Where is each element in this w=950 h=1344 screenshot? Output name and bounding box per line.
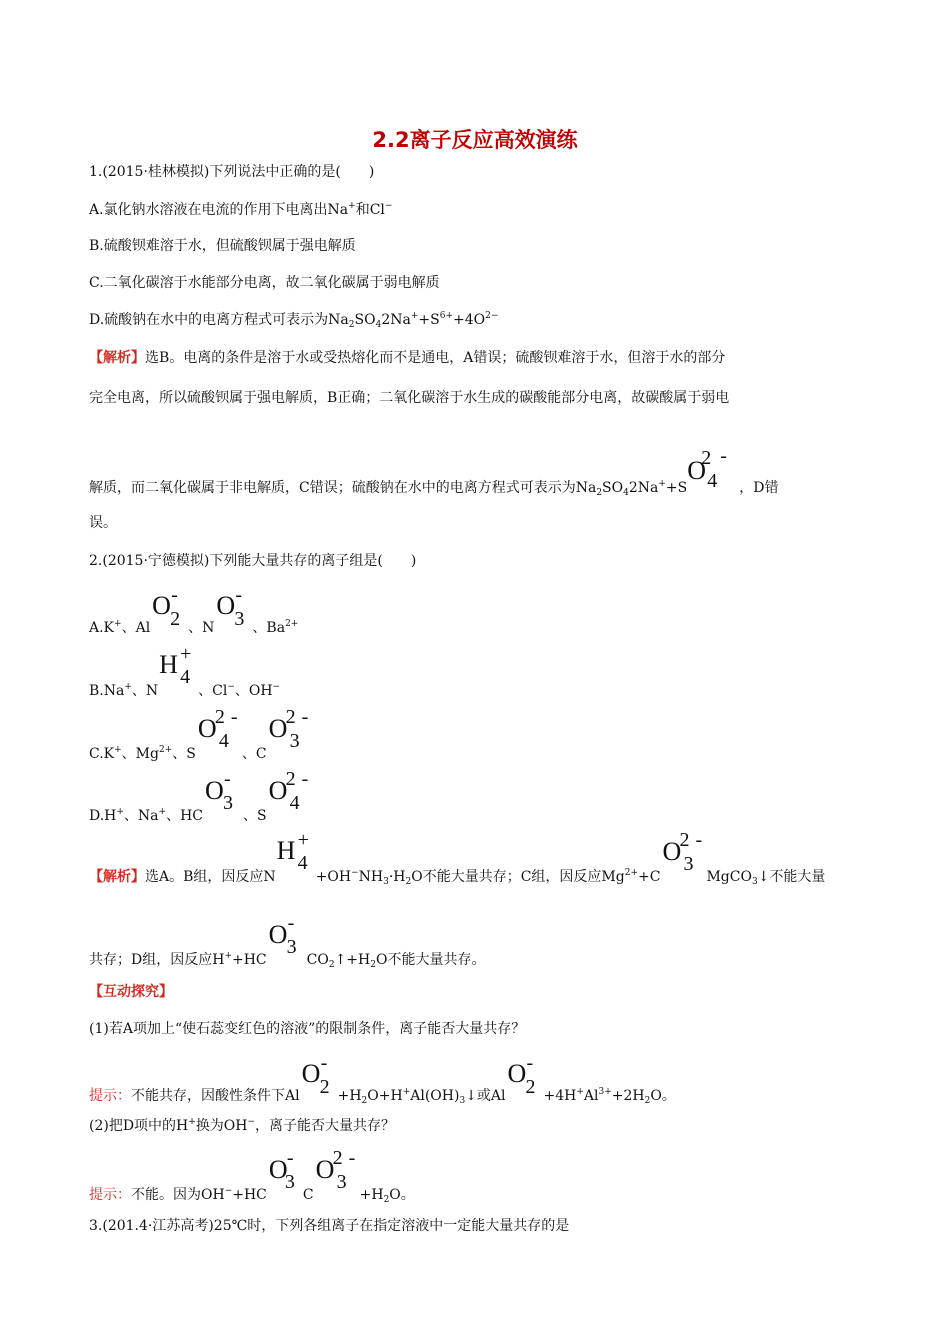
page-title: 2.2离子反应高效演练 (372, 128, 578, 152)
q1-option-d: D.硫酸钠在水中的电离方程式可表示为$Na_2SO_42Na^++S^{6+}+4O^{2-}$ (89, 311, 499, 330)
q3-stem: 3.(201.4·江苏高考)25℃时，下列各组离子在指定溶液中一定能大量共存的是 (89, 1218, 570, 1234)
q2-option-c: C.K+、$Mg^{2+}$、S O 2 - 4 、C O 2 - 3 (89, 706, 309, 762)
explore-heading: 【互动探究】 (89, 984, 173, 1000)
q1-stem: 1.(2015·桂林模拟)下列说法中正确的是( ) (89, 164, 375, 180)
q2-stem: 2.(2015·宁德模拟)下列能大量共存的离子组是( ) (89, 553, 417, 569)
q2-option-b: B.Na+、N H + 4 、Cl−、OH− (89, 643, 281, 699)
q1-option-b: B.硫酸钡难溶于水，但硫酸钡属于强电解质 (89, 238, 356, 254)
q1-analysis-line3: 解质，而二氧化碳属于非电解质，C错误；硫酸钠在水中的电离方程式可表示为$Na_2SO_42Na^++S$ O 2 - 4 ，D错 (89, 445, 779, 498)
q2-option-a: A.K+、Al O - 2 、N O - 3 、$Ba^{2+}$ (89, 584, 299, 636)
q1-option-c: C.二氧化碳溶于水能部分电离，故二氧化碳属于弱电解质 (89, 275, 440, 291)
q1-analysis-line2: 完全电离，所以硫酸钡属于强电解质，B正确；二氧化碳溶于水生成的碳酸能部分电离，故碳酸属于弱电 (89, 390, 730, 406)
q1-option-a: A.氯化钠水溶液在电流的作用下电离出Na+和Cl− (89, 201, 393, 218)
q2-analysis-line2: 共存；D组，因反应H++HC O - 3 $CO_2↑+H_2O$不能大量共存。 (89, 912, 486, 970)
q2-option-d: D.H+、Na+、HC O - 3 、S O 2 - 4 (89, 768, 309, 824)
q1-analysis-line4: 误。 (89, 515, 117, 531)
explore-hint-1: 提示：不能共存，因酸性条件下Al O - 2 $+H_2O+H^+Al(OH)_3↓$或Al O - 2 $+4H^+Al^{3+}+2H_2O$。 (89, 1052, 676, 1106)
explore-question-1: (1)若A项加上“使石蕊变红色的溶液”的限制条件，离子能否大量共存？ (89, 1021, 526, 1037)
explore-hint-2: 提示：不能。因为OH−+HC O - 3 C O 2 - 3 $+H_2O$。 (89, 1147, 415, 1205)
explore-question-2: (2)把D项中的H+换为OH−，离子能否大量共存？ (89, 1117, 396, 1134)
q1-analysis-line1: 【解析】选B。电离的条件是溶于水或受热熔化而不是通电，A错误；硫酸钡难溶于水，但溶于水的部分 (89, 350, 726, 366)
q2-analysis-line1: 【解析】选A。B组，因反应N H + 4 $+OH^-NH_3\cdot H_2O$不能大量共存；C组，因反应$Mg^{2+}+C$ O 2 - 3 MgCO$_3$↓不能大量 (89, 829, 826, 887)
